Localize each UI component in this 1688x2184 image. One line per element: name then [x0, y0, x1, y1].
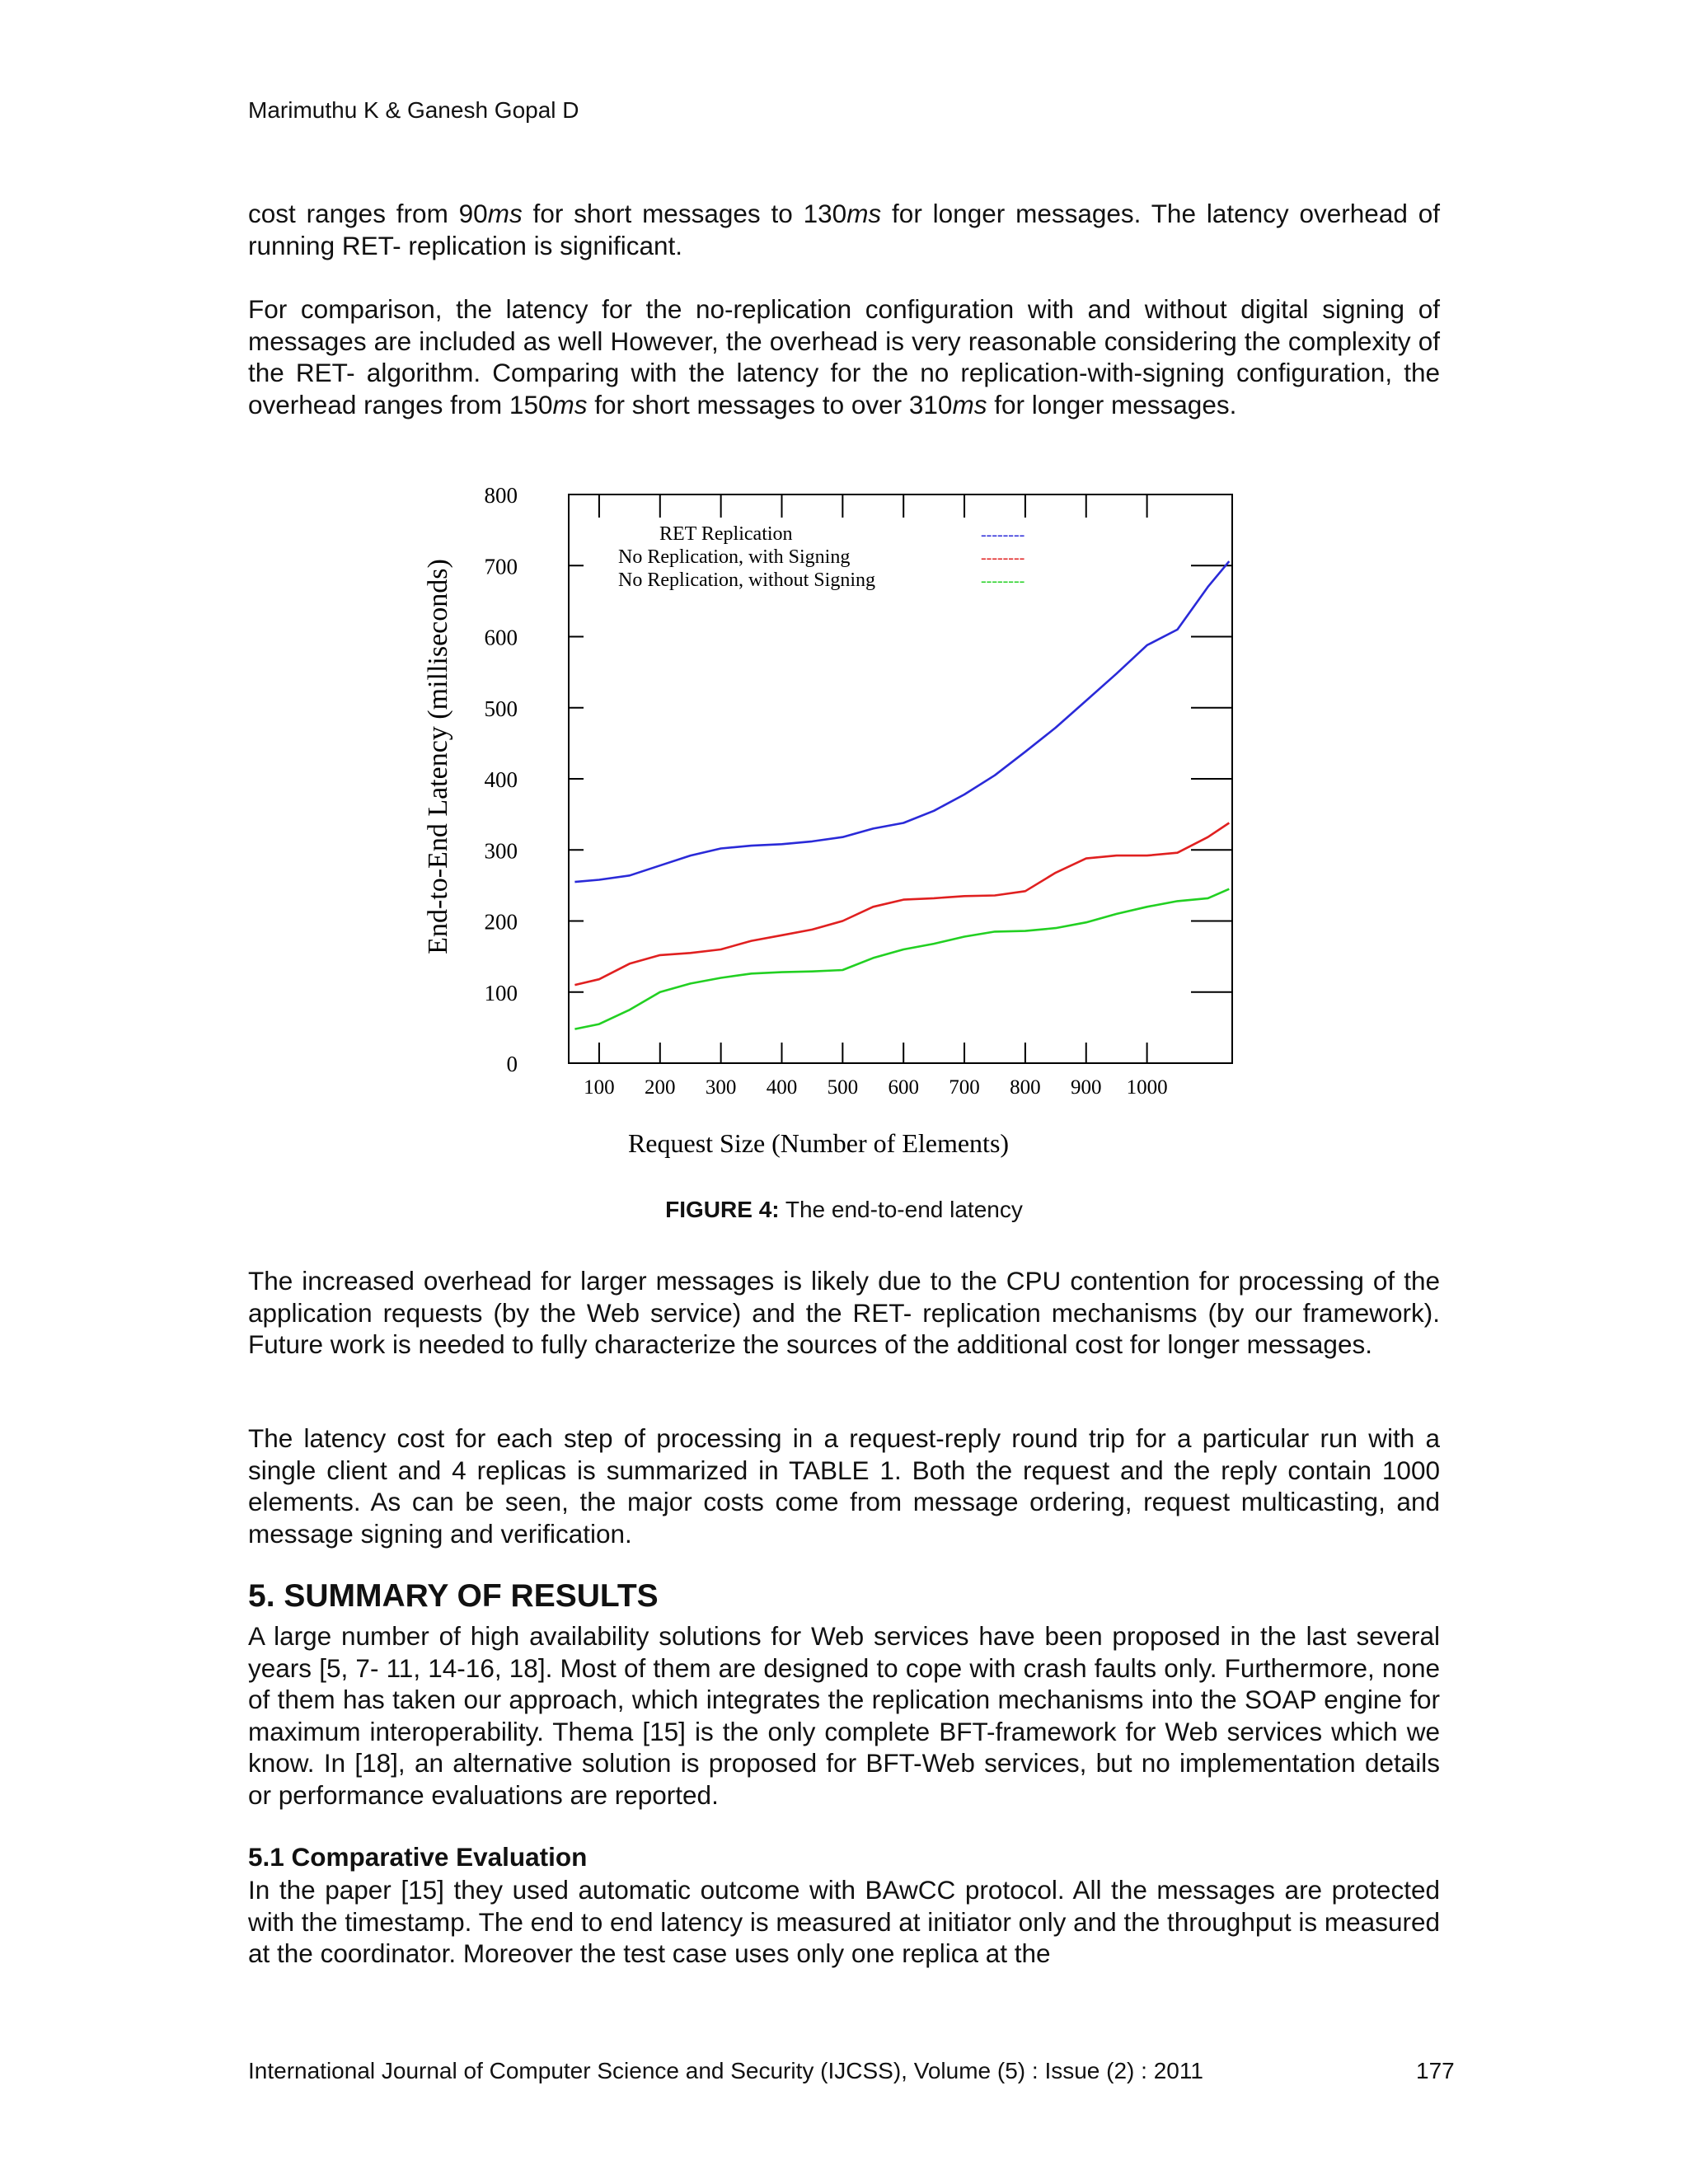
section-heading: 5. SUMMARY OF RESULTS — [248, 1578, 659, 1614]
x-tick-label: 1000 — [1126, 1076, 1168, 1099]
x-axis-label: Request Size (Number of Elements) — [627, 1128, 1010, 1158]
footer-journal: International Journal of Computer Science and Security (IJCSS), Volume (5) : Issue (2) : 2011 — [248, 2058, 1203, 2083]
x-tick-label: 800 — [1010, 1076, 1041, 1099]
series-line-2 — [574, 823, 1229, 986]
y-tick-label: 500 — [484, 696, 518, 721]
y-tick-label: 800 — [484, 486, 518, 508]
paragraph-comparative: In the paper [15] they used automatic outcome with BAwCC protocol. All the messages are protected with the timestamp. The end to end latency is measured at initiator only and the throughput is measured at the coordinator. Moreover the test case uses only one replica at the — [248, 1875, 1440, 1969]
legend-entry-label: RET Replication — [659, 523, 793, 545]
legend-line-sample: -------- — [981, 572, 1025, 590]
latency-chart — [412, 486, 1261, 1170]
running-header: Marimuthu K & Ganesh Gopal D — [248, 97, 579, 123]
paragraph-comparison: For comparison, the latency for the no-replication configuration with and without digital signing of messages are included as well However, the overhead is very reasonable considering the complexity of the RET- algorithm. Comparing with the latency for the no replication-with-signing configuration, the overhead ranges from 150ms for short messages to over 310ms for longer messages. — [248, 294, 1440, 419]
y-axis-label: End-to-End Latency (milliseconds) — [423, 559, 453, 954]
legend-line-sample: -------- — [981, 526, 1025, 544]
y-tick-label: 400 — [484, 767, 518, 792]
series-line-1 — [574, 561, 1229, 882]
paragraph-latency-cost: cost ranges from 90ms for short messages to 130ms for longer messages. The latency overhead of running RET- replication is significant. — [248, 199, 1440, 260]
y-tick-label: 600 — [484, 625, 518, 650]
x-tick-label: 600 — [888, 1076, 919, 1099]
legend-line-sample: -------- — [981, 549, 1025, 567]
y-tick-label: 200 — [484, 909, 518, 935]
legend-entry-label: No Replication, with Signing — [618, 546, 851, 568]
x-tick-label: 400 — [766, 1076, 798, 1099]
figure-caption-text: The end-to-end latency — [779, 1197, 1023, 1222]
figure-label: FIGURE 4: — [665, 1197, 780, 1222]
legend-entry-label: No Replication, without Signing — [618, 569, 875, 591]
paragraph-latency-step: The latency cost for each step of processing in a request-reply round trip for a particular run with a single client and 4 replicas is summarized in TABLE 1. Both the request and the reply contain 1000 elements. As can be seen, the major costs come from message ordering, request multicasting, and message signing and verification. — [248, 1423, 1440, 1549]
y-tick-label: 0 — [506, 1052, 518, 1076]
series-line-3 — [574, 889, 1229, 1029]
paragraph-overhead: The increased overhead for larger messages is likely due to the CPU contention for processing of the application requests (by the Web service) and the RET- replication mechanisms (by our framework). Future work is needed to fully characterize the sources of the additional cost for longer messages. — [248, 1266, 1440, 1360]
figure-caption — [0, 1197, 1688, 1223]
page-number: 177 — [1416, 2058, 1455, 2083]
x-tick-label: 100 — [584, 1076, 615, 1099]
x-tick-label: 900 — [1071, 1076, 1102, 1099]
x-tick-label: 700 — [949, 1076, 980, 1099]
y-tick-label: 100 — [484, 980, 518, 1005]
x-tick-label: 500 — [827, 1076, 859, 1099]
y-tick-label: 700 — [484, 554, 518, 579]
x-tick-label: 300 — [705, 1076, 737, 1099]
subsection-heading: 5.1 Comparative Evaluation — [248, 1842, 588, 1872]
y-tick-label: 300 — [484, 838, 518, 864]
paragraph-summary: A large number of high availability solutions for Web services have been proposed in the last several years [5, 7- 11, 14-16, 18]. Most of them are designed to cope with crash faults only. Furthermore, none of them has taken our approach, which integrates the replication mechanisms into the SOAP engine for maximum interoperability. Thema [15] is the only complete BFT-framework for Web services which we know. In [18], an alternative solution is proposed for BFT-Web services, but no implementation details or performance evaluations are reported. — [248, 1621, 1440, 1810]
x-tick-label: 200 — [645, 1076, 676, 1099]
